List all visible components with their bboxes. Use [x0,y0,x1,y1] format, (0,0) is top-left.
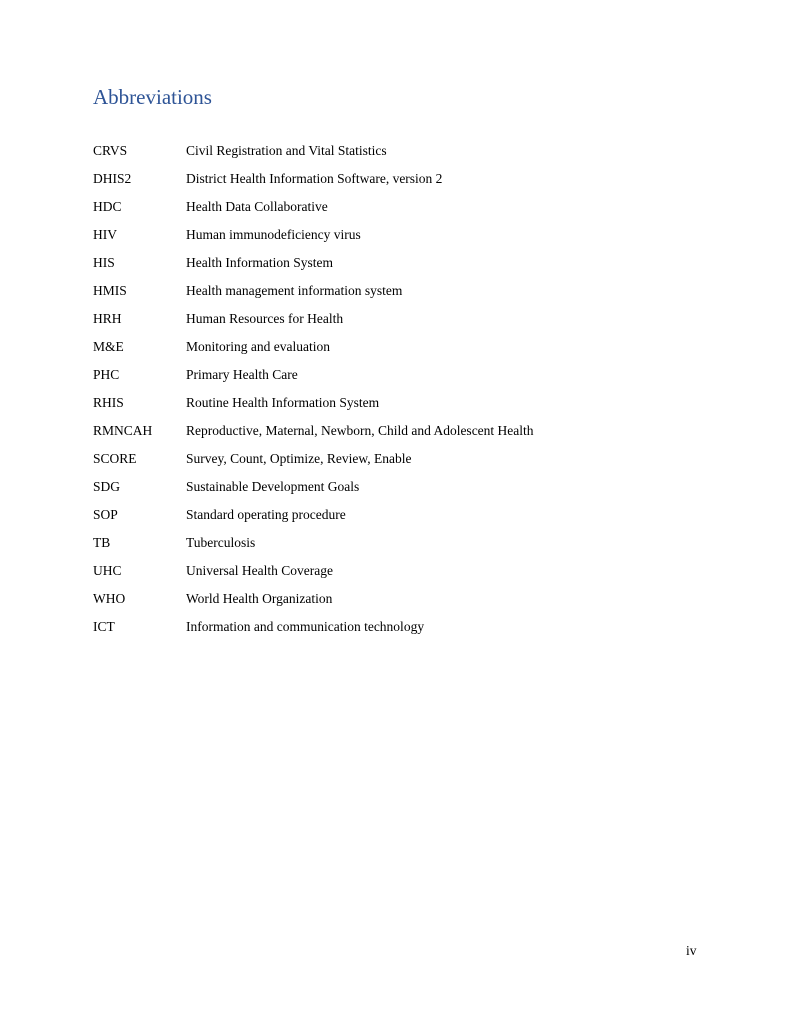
page-number: iv [686,943,697,958]
abbreviation-row [93,445,713,473]
abbreviation-definition: Information and communication technology [186,619,425,634]
abbreviation-definition: Primary Health Care [186,367,298,382]
abbreviation-term: HIV [93,227,117,242]
abbreviation-definition: Human Resources for Health [186,311,344,326]
abbreviation-row [93,277,713,305]
abbreviation-definition: Health Data Collaborative [186,199,328,214]
abbreviation-row [93,389,713,417]
abbreviation-term: HMIS [93,283,127,298]
abbreviation-row [93,193,713,221]
abbreviation-term: SCORE [93,451,137,466]
abbreviation-term: SOP [93,507,118,522]
abbreviation-row [93,333,713,361]
abbreviation-term: ICT [93,619,115,634]
abbreviation-row [93,305,713,333]
abbreviation-definition: Survey, Count, Optimize, Review, Enable [186,451,412,466]
abbreviation-row [93,221,713,249]
abbreviation-row [93,585,713,613]
abbreviation-definition: Civil Registration and Vital Statistics [186,143,387,158]
abbreviation-term: CRVS [93,143,128,158]
abbreviation-row [93,137,713,165]
abbreviation-definition: Health management information system [186,283,403,298]
abbreviation-term: RMNCAH [93,423,153,438]
page-title: Abbreviations [93,85,212,109]
abbreviation-term: HDC [93,199,122,214]
abbreviation-term: RHIS [93,395,124,410]
abbreviation-definition: Health Information System [186,255,333,270]
abbreviation-term: DHIS2 [93,171,132,186]
abbreviation-row [93,529,713,557]
abbreviation-row [93,361,713,389]
abbreviation-list [93,137,713,641]
abbreviation-term: SDG [93,479,121,494]
abbreviation-definition: Routine Health Information System [186,395,380,410]
abbreviation-row [93,417,713,445]
abbreviation-term: TB [93,535,111,550]
abbreviation-term: M&E [93,339,124,354]
abbreviation-term: HRH [93,311,122,326]
abbreviation-term: WHO [93,591,126,606]
abbreviation-definition: World Health Organization [186,591,333,606]
abbreviation-row [93,249,713,277]
abbreviation-row [93,501,713,529]
abbreviation-definition: Reproductive, Maternal, Newborn, Child and Adolescent Health [186,423,534,438]
abbreviation-row [93,473,713,501]
abbreviation-definition: Standard operating procedure [186,507,346,522]
abbreviation-row [93,557,713,585]
abbreviation-definition: District Health Information Software, version 2 [186,171,443,186]
abbreviation-definition: Universal Health Coverage [186,563,333,578]
abbreviation-row [93,165,713,193]
abbreviation-definition: Sustainable Development Goals [186,479,360,494]
abbreviation-definition: Monitoring and evaluation [186,339,330,354]
abbreviation-term: PHC [93,367,120,382]
abbreviation-definition: Human immunodeficiency virus [186,227,361,242]
abbreviation-term: UHC [93,563,122,578]
abbreviation-row [93,613,713,641]
abbreviation-definition: Tuberculosis [186,535,256,550]
abbreviation-term: HIS [93,255,115,270]
